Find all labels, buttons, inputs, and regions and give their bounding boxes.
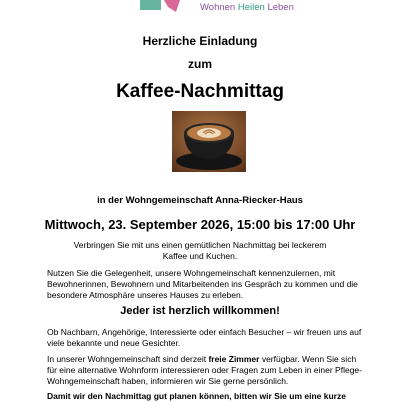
logo-icon: [140, 0, 185, 14]
intro-line: Verbringen Sie mit uns einen gemütlichen Nachmittag bei leckerem: [73, 240, 327, 250]
rooms-text-end: verfügbar. Wenn Sie sich: [259, 354, 357, 364]
paragraph-line: Bewohnerinnen, Bewohnern und Mitarbeitenden ins Gespräch zu kommen und die: [47, 279, 358, 289]
event-title: Kaffee-Nachmittag: [116, 81, 284, 102]
closing-request: Damit wir den Nachmittag gut planen können, bitten wir Sie um eine kurze: [47, 391, 346, 401]
paragraph-line: Nutzen Sie die Gelegenheit, unsere Wohngemeinschaft kennenzulernen, mit: [47, 268, 336, 278]
intro-paragraph: [0, 240, 400, 262]
invitation-connector: zum: [188, 57, 212, 71]
welcome-heading: Jeder ist herzlich willkommen!: [120, 305, 280, 317]
paragraph-line: Ob Nachbarn, Angehörige, Interessierte oder einfach Besucher – wir freuen uns auf: [47, 327, 362, 337]
tagline-wohnen: Wohnen: [200, 2, 236, 13]
tagline-heilen: Heilen: [237, 2, 265, 13]
tagline-leben: Leben: [267, 2, 294, 13]
event-datetime: Mittwoch, 23. September 2026, 15:00 bis 17:00 Uhr: [44, 217, 356, 232]
paragraph-line: viele bekannte und neue Gesichter.: [47, 338, 181, 348]
paragraph-line: besondere Atmosphäre unseres Hauses zu erleben.: [47, 290, 244, 300]
event-location: in der Wohngemeinschaft Anna-Riecker-Haus: [97, 195, 303, 206]
paragraph-line: für eine alternative Wohnform interessieren oder Fragen zum Leben in einer Pflege-: [47, 365, 362, 375]
paragraph-opportunity: [47, 268, 367, 301]
paragraph-rooms: [47, 354, 367, 387]
organization-tagline: [200, 2, 294, 13]
free-rooms-emphasis: freie Zimmer: [208, 354, 260, 364]
invitation-heading: Herzliche Einladung: [142, 34, 258, 48]
paragraph-visitors: [47, 327, 367, 349]
intro-line: Kaffee und Kuchen.: [162, 251, 238, 261]
paragraph-line: [47, 354, 367, 365]
rooms-text-start: In unserer Wohngemeinschaft sind derzeit: [47, 354, 209, 364]
paragraph-line: Wohngemeinschaft haben, informieren wir Sie gerne persönlich.: [47, 376, 289, 386]
coffee-cup-image: [172, 111, 246, 172]
